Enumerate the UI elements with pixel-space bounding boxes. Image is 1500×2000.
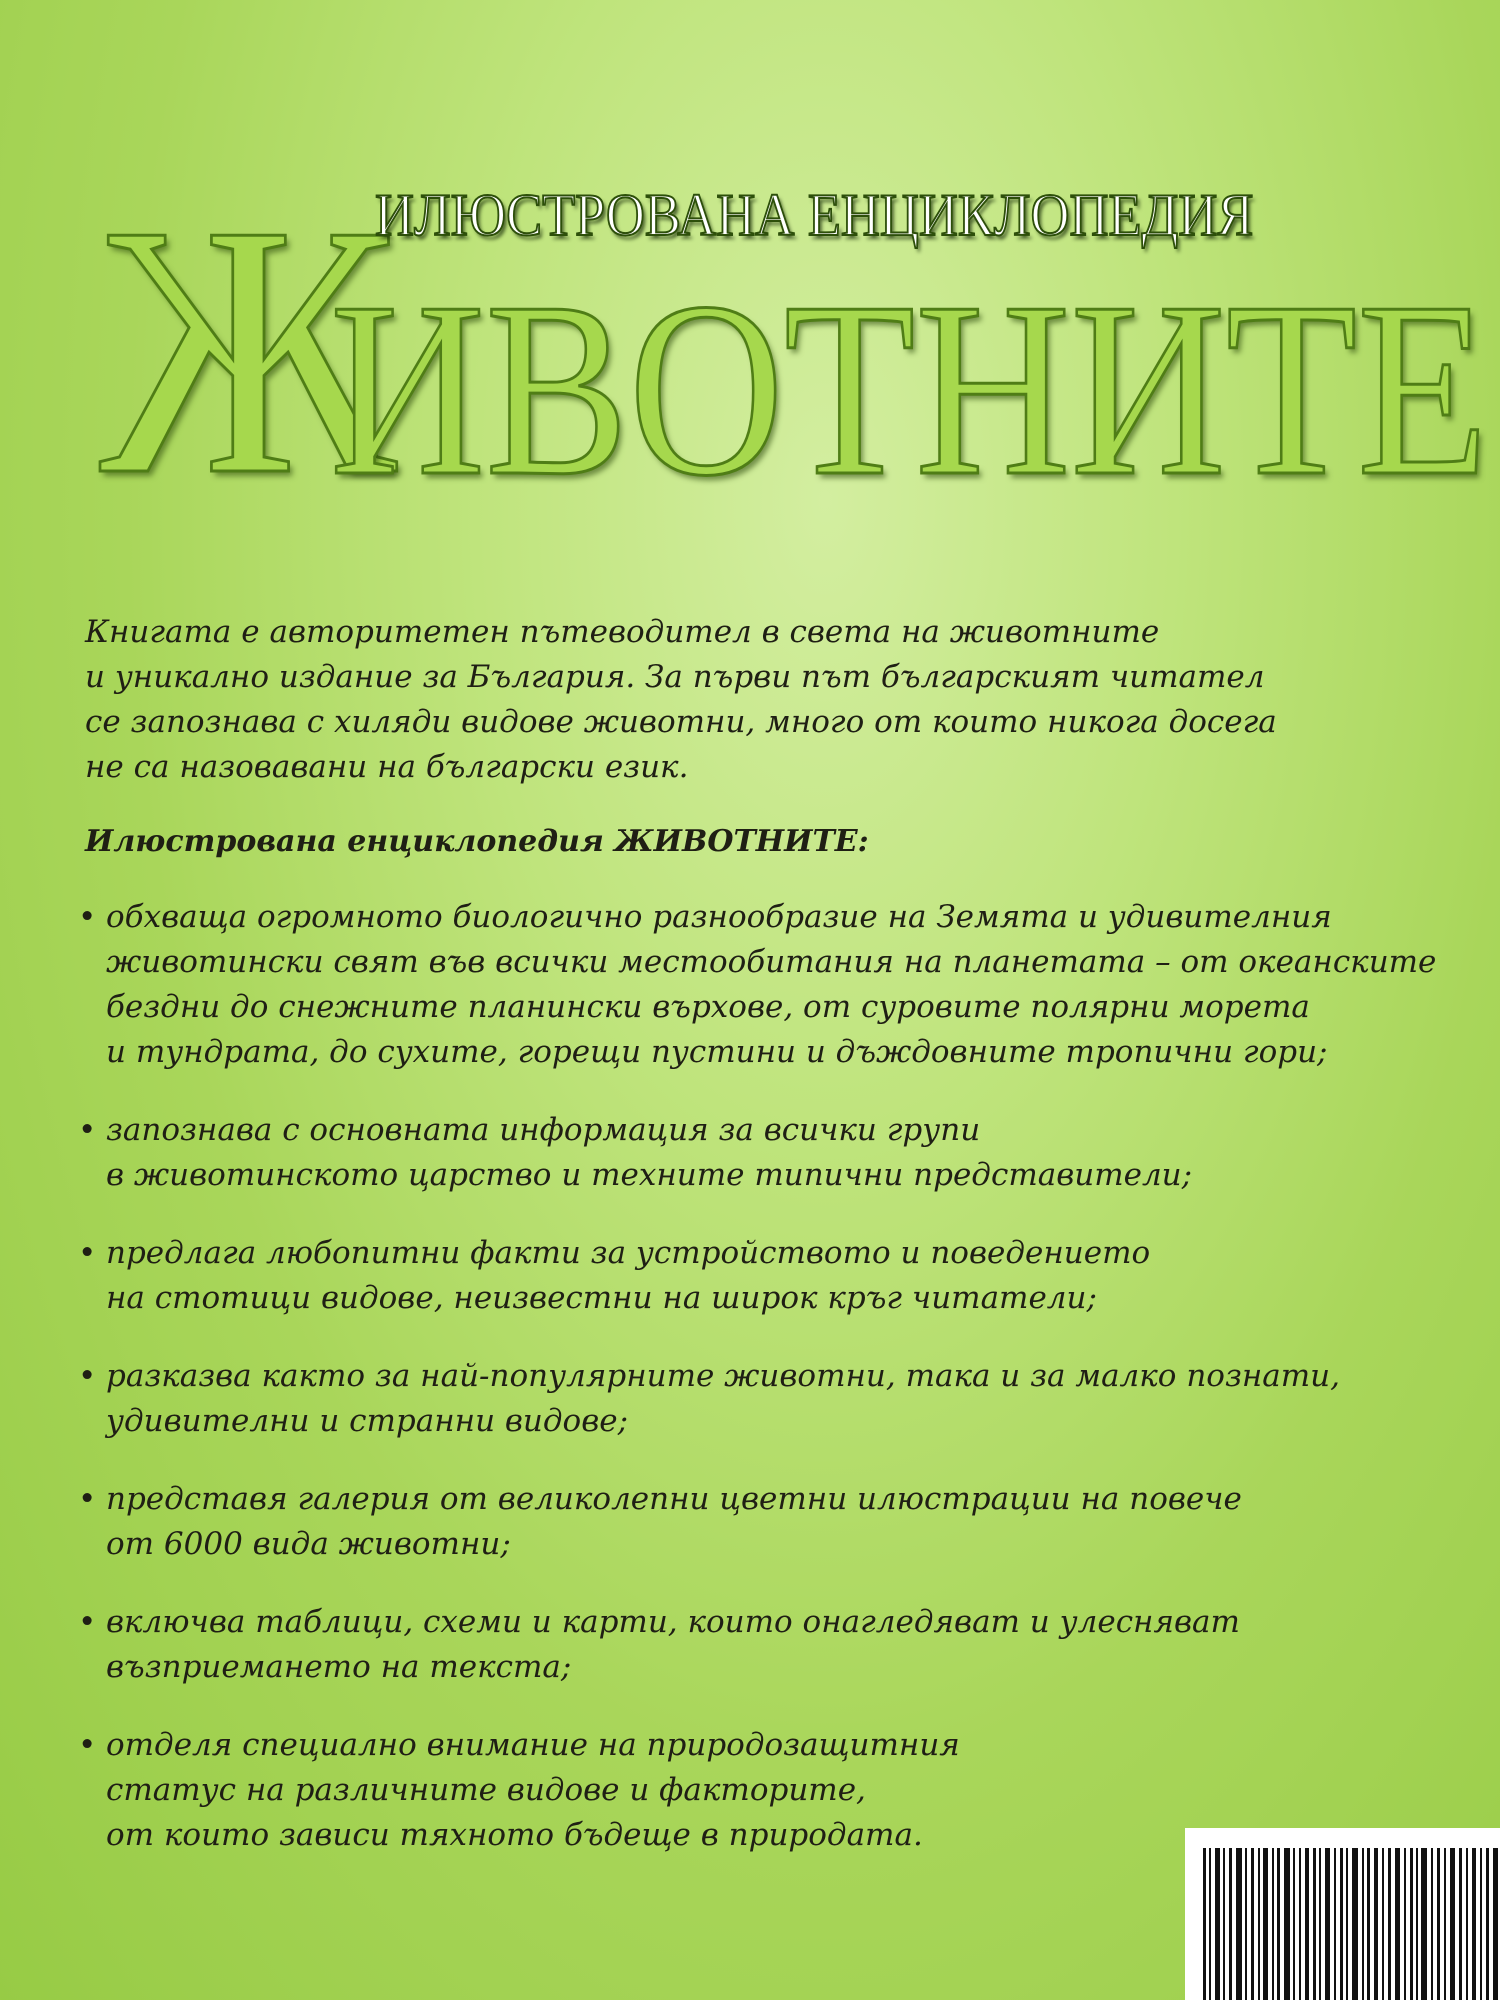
feature-item bbox=[78, 1600, 1500, 1690]
feature-item bbox=[78, 1108, 1500, 1198]
intro-line: не са назовавани на български език. bbox=[85, 749, 689, 785]
feature-line: обхваща огромното биологично разнообразие на Земята и удивителния bbox=[106, 899, 1332, 935]
feature-line: животински свят във всички местообитания на планетата – от океанските bbox=[106, 944, 1437, 980]
feature-line: бездни до снежните планински върхове, от суровите полярни морета bbox=[106, 989, 1310, 1025]
feature-line: в животинското царство и техните типични представители; bbox=[106, 1157, 1193, 1193]
feature-line: от които зависи тяхното бъдеще в природата. bbox=[106, 1817, 923, 1853]
bullet-icon: • bbox=[78, 1727, 97, 1763]
feature-item bbox=[78, 1477, 1500, 1567]
intro-line: и уникално издание за България. За първи път българският читател bbox=[85, 659, 1265, 695]
feature-line: от 6000 вида животни; bbox=[106, 1526, 511, 1562]
features-heading: Илюстрована енциклопедия ЖИВОТНИТЕ: bbox=[85, 824, 869, 859]
feature-line: удивителни и странни видове; bbox=[106, 1403, 629, 1439]
feature-item bbox=[78, 1354, 1500, 1444]
feature-line: включва таблици, схеми и карти, които онагледяват и улесняват bbox=[106, 1604, 1240, 1640]
feature-line: възприемането на текста; bbox=[106, 1649, 572, 1685]
feature-line: отделя специално внимание на природозащитния bbox=[106, 1727, 960, 1763]
intro-paragraph bbox=[85, 610, 1465, 790]
bullet-icon: • bbox=[78, 1235, 97, 1271]
barcode-bars-icon bbox=[1185, 1828, 1500, 2000]
bullet-icon: • bbox=[78, 1112, 97, 1148]
features-list bbox=[78, 895, 1500, 1891]
cover-title: ИВОТНИТЕ bbox=[330, 251, 1489, 528]
barcode bbox=[1185, 1828, 1500, 2000]
cover-subtitle: ИЛЮСТРОВАНА ЕНЦИКЛОПЕДИЯ bbox=[375, 182, 1254, 248]
feature-item bbox=[78, 895, 1500, 1075]
feature-line: на стотици видове, неизвестни на широк кръг читатели; bbox=[106, 1280, 1097, 1316]
feature-line: запознава с основната информация за всички групи bbox=[106, 1112, 981, 1148]
feature-line: разказва както за най-популярните животни, така и за малко познати, bbox=[106, 1358, 1340, 1394]
bullet-icon: • bbox=[78, 899, 97, 935]
feature-line: и тундрата, до сухите, горещи пустини и дъждовните тропични гори; bbox=[106, 1034, 1328, 1070]
feature-item bbox=[78, 1231, 1500, 1321]
intro-line: се запознава с хиляди видове животни, много от които никога досега bbox=[85, 704, 1277, 740]
bullet-icon: • bbox=[78, 1481, 97, 1517]
bullet-icon: • bbox=[78, 1604, 97, 1640]
title-initial-letter: Ж bbox=[100, 150, 397, 549]
feature-line: предлага любопитни факти за устройството и поведението bbox=[106, 1235, 1151, 1271]
intro-line: Книгата е авторитетен пътеводител в света на животните bbox=[85, 614, 1160, 650]
bullet-icon: • bbox=[78, 1358, 97, 1394]
feature-line: статус на различните видове и факторите, bbox=[106, 1772, 866, 1808]
feature-line: представя галерия от великолепни цветни илюстрации на повече bbox=[106, 1481, 1242, 1517]
